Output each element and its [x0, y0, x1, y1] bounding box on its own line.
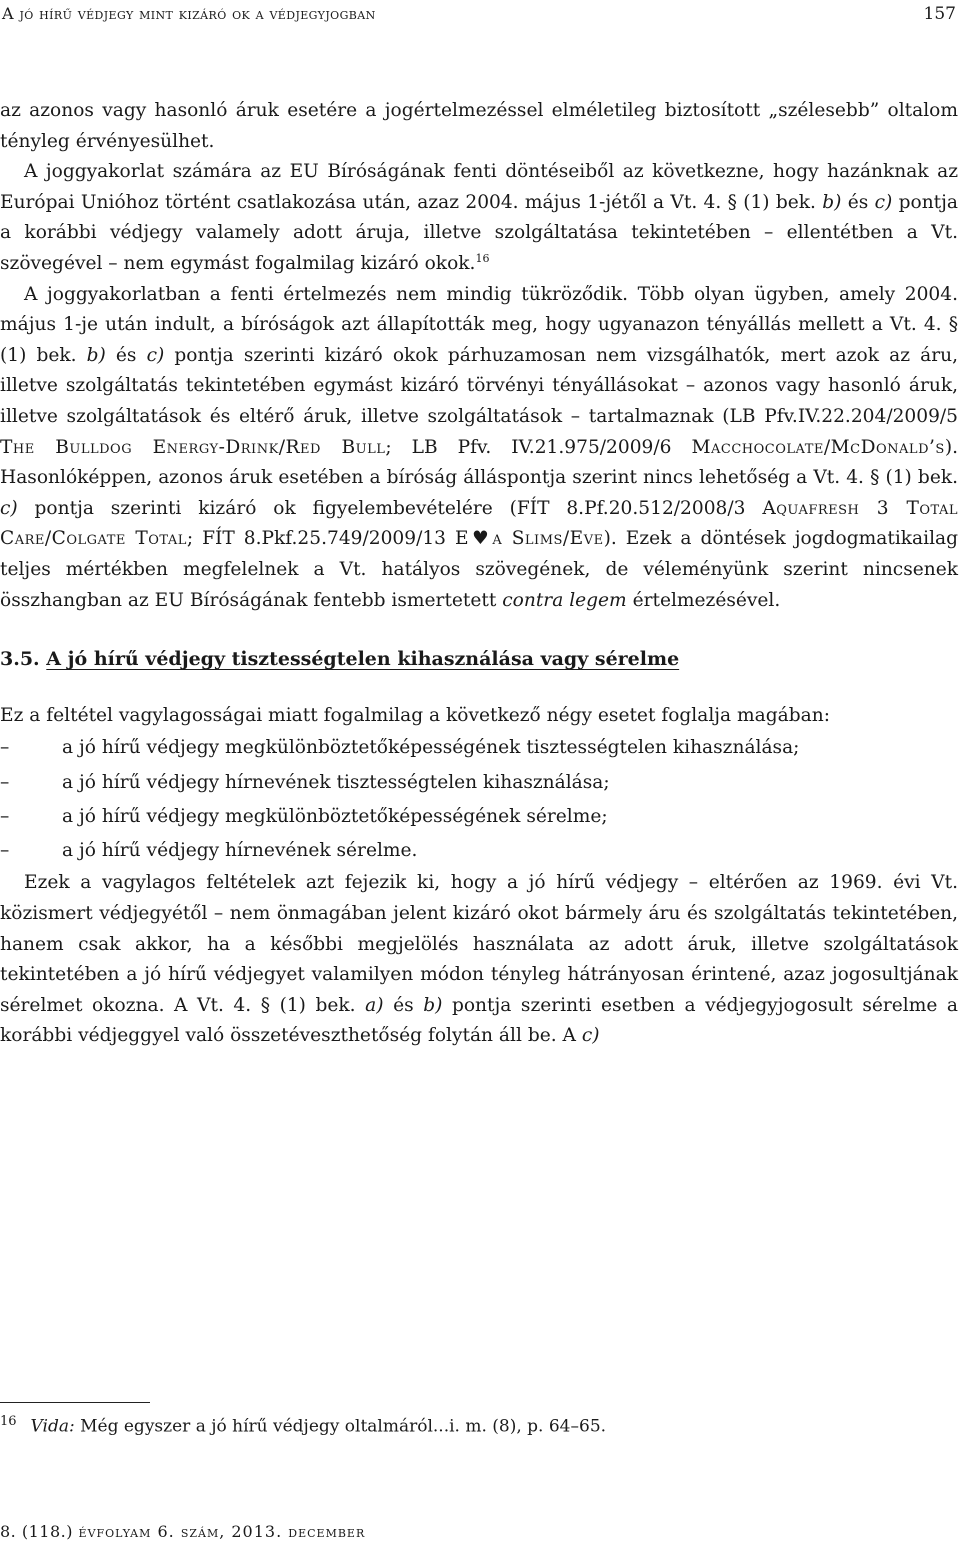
- section-heading: [0, 644, 958, 675]
- list-marker: –: [0, 805, 10, 827]
- footnote-ref[interactable]: 16: [475, 251, 490, 265]
- text-run: pontja szerinti kizáró okok párhuzamosan nem vizsgálhatók, mert azok az áru, illetve szolgáltatás tekintetében egymást kizáró törvényi tényállásokat – azonos vagy hasonló áruk, illetve szolgáltatások és eltérő áruk, illetve szolgáltatások – tartalmaznak (LB Pfv.IV.22.204/2009/5: [0, 344, 958, 427]
- paragraph-4: [0, 868, 958, 1052]
- paragraph-1: az azonos vagy hasonló áruk esetére a jogértelmezéssel elméletileg biztosított „szélesebb” oltalom tényleg érvényesülhet.: [0, 100, 958, 152]
- italic-run: c): [581, 1025, 600, 1047]
- text-run: pontja szerinti esetben a védjegyjogosult sérelme a korábbi védjeggyel való összetéveszthetőség folytán áll be. A: [0, 994, 958, 1047]
- text-run: Ezek a vagylagos feltételek azt fejezik ki, hogy a jó hírű védjegy – eltérően az 1969. évi Vt. közismert védjegyétől – nem önmagában jelent kizáró okot bármely áru és szolgáltatás tekintetében, hanem csak akkor, ha a későbbi megjelölés használata az adott áruk, illetve szolgáltatások tekintetében a jó hírű védjegyet valamilyen módon tényleg hátrányosan érintené, azaz jogosultjának sérelmet okozna. A Vt. 4. § (1) bek.: [0, 872, 958, 1016]
- text-run: A joggyakorlat számára az EU Bíróságának fenti döntéseiből az következne, hogy hazánknak az Európai Unióhoz történt csatlakozása után, azaz 2004. május 1-jétől a Vt. 4. § (1) bek.: [0, 161, 958, 213]
- page-number: 157: [923, 4, 956, 24]
- list-item-text: a jó hírű védjegy hírnevének tisztességtelen kihasználása;: [62, 771, 610, 793]
- list-marker: –: [0, 771, 10, 793]
- case-name: Aquafresh 3 Total Care/Colgate Total: [0, 497, 958, 550]
- running-title: A jó hírű védjegy mint kizáró ok a védjegyjogban: [2, 4, 376, 23]
- text-run: és: [841, 191, 875, 213]
- text-run: és: [105, 344, 147, 366]
- italic-run: c): [874, 191, 893, 213]
- list-item: [0, 800, 958, 834]
- page-footer: [0, 1522, 365, 1541]
- paragraph-3: [0, 280, 958, 617]
- italic-run: b): [423, 994, 443, 1016]
- section-title: A jó hírű védjegy tisztességtelen kihasználása vagy sérelme: [46, 648, 680, 671]
- case-name: Macchocolate/McDonald’s: [691, 436, 945, 458]
- footnote-divider: [0, 1402, 150, 1403]
- text-run: pontja a korábbi védjegy valamely adott áruja, illetve szolgáltatása tekintetében – ellentétben a Vt. szövegével – nem egymást fogalmilag kizáró okok.: [0, 191, 958, 274]
- text-run: ). Ezek a döntések jogdogmatikailag teljes mértékben megfelelnek a Vt. hatályos szövegének, de véleményünk szerint nincsenek összhangban az EU Bíróságának fentebb ismertetett: [0, 528, 959, 611]
- list-item-text: a jó hírű védjegy hírnevének sérelme.: [62, 840, 418, 862]
- footer-issue-text: évfolyam 6. szám, 2013. december: [78, 1522, 366, 1541]
- italic-run: contra legem: [502, 589, 627, 611]
- list-item-text: a jó hírű védjegy megkülönböztetőképességének sérelme;: [62, 805, 608, 827]
- section-intro: Ez a feltétel vagylagosságai miatt fogalmilag a következő négy esetet foglalja magában:: [0, 704, 830, 726]
- list-item: [0, 834, 958, 868]
- body-text: [0, 96, 958, 1052]
- list-marker: –: [0, 840, 10, 862]
- paragraph-2: [0, 157, 958, 279]
- list-item: [0, 731, 958, 765]
- list-item: [0, 766, 958, 800]
- text-run: ; FÍT 8.Pkf.25.749/2009/13: [186, 528, 455, 550]
- case-name: E♥a Slims/Eve: [454, 528, 604, 550]
- section-number: 3.5.: [0, 648, 40, 671]
- text-run: és: [383, 994, 424, 1016]
- footnote-number: 16: [0, 1414, 17, 1429]
- text-run: pontja szerinti kizáró ok figyelembevételére (FÍT 8.Pf.20.512/2008/3: [17, 497, 763, 519]
- text-run: értelmezésével.: [626, 589, 781, 611]
- italic-run: c): [0, 497, 18, 519]
- list-item-text: a jó hírű védjegy megkülönböztetőképességének tisztességtelen kihasználása;: [62, 737, 800, 759]
- footer-issue-number: 8. (118.): [0, 1522, 79, 1541]
- text-run: A joggyakorlatban a fenti értelmezés nem mindig tükröződik. Több olyan ügyben, amely 2004. május 1-je után indult, a bíróságok azt állapították meg, hogy ugyanazon tényállás mellett a Vt. 4. § (1) bek.: [0, 283, 958, 366]
- footnote-author: Vida:: [30, 1416, 75, 1437]
- italic-run: c): [146, 344, 165, 366]
- italic-run: a): [365, 994, 384, 1016]
- footnote-text: Még egyszer a jó hírű védjegy oltalmáról...i. m. (8), p. 64–65.: [74, 1416, 607, 1437]
- running-head: [2, 4, 956, 24]
- text-run: ; LB Pfv. IV.21.975/2009/6: [385, 436, 692, 458]
- text-run: ). Hasonlóképpen, azonos áruk esetében a bíróság álláspontja szerint nincs lehetőség a Vt. 4. § (1) bek.: [0, 436, 958, 489]
- italic-run: b): [86, 344, 106, 366]
- footnote: [0, 1414, 606, 1437]
- list-marker: –: [0, 737, 10, 759]
- italic-run: b): [822, 191, 842, 213]
- case-name: The Bulldog Energy-Drink/Red Bull: [0, 436, 386, 458]
- conditions-list: [0, 731, 958, 868]
